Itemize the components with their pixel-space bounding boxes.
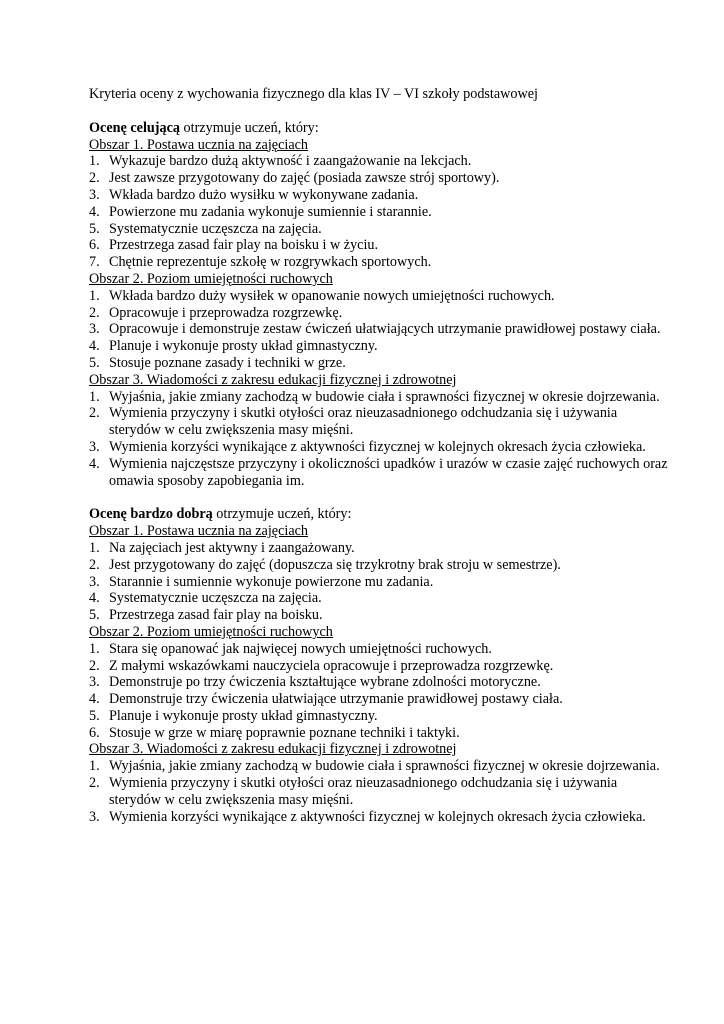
list-item <box>89 641 669 658</box>
item-number: 1. <box>89 758 100 775</box>
item-text: Demonstruje trzy ćwiczenia ułatwiające utrzymanie prawidłowej postawy ciała. <box>109 691 563 708</box>
item-text: Wymienia korzyści wynikające z aktywności fizycznej w kolejnych okresach życia człowieka. <box>109 438 646 455</box>
document-page <box>89 86 669 825</box>
list-item <box>89 221 669 238</box>
list-item <box>89 725 669 742</box>
criteria-list <box>89 389 669 490</box>
item-text: Wkłada bardzo dużo wysiłku w wykonywane zadania. <box>109 186 419 203</box>
list-item <box>89 187 669 204</box>
item-number: 1. <box>89 539 100 556</box>
list-item <box>89 809 669 826</box>
item-text: Stara się opanować jak najwięcej nowych umiejętności ruchowych. <box>109 640 492 657</box>
criteria-list <box>89 641 669 742</box>
grade-heading <box>89 120 669 137</box>
item-number: 5. <box>89 354 100 371</box>
item-text: Jest zawsze przygotowany do zajęć (posiada zawsze strój sportowy). <box>109 170 500 187</box>
list-item <box>89 288 669 305</box>
list-item <box>89 405 669 439</box>
item-number: 2. <box>89 304 100 321</box>
list-item <box>89 540 669 557</box>
item-number: 4. <box>89 338 100 355</box>
list-item <box>89 574 669 591</box>
list-item <box>89 557 669 574</box>
item-text: Powierzone mu zadania wykonuje sumiennie i starannie. <box>109 203 432 220</box>
list-item <box>89 170 669 187</box>
list-item <box>89 204 669 221</box>
item-number: 4. <box>89 455 100 472</box>
area-heading: Obszar 1. Postawa ucznia na zajęciach <box>89 136 309 153</box>
item-text: Jest przygotowany do zajęć (dopuszcza się trzykrotny brak stroju w semestrze). <box>109 556 561 573</box>
grade-intro: otrzymuje uczeń, który: <box>180 119 319 136</box>
list-item <box>89 254 669 271</box>
list-item <box>89 305 669 322</box>
item-number: 5. <box>89 220 100 237</box>
area-heading: Obszar 1. Postawa ucznia na zajęciach <box>89 523 309 540</box>
item-text: Wyjaśnia, jakie zmiany zachodzą w budowie ciała i sprawności fizycznej w okresie dojrzewania. <box>109 388 660 405</box>
item-text: Wykazuje bardzo dużą aktywność i zaangażowanie na lekcjach. <box>109 153 472 170</box>
list-item <box>89 153 669 170</box>
item-text: Starannie i sumiennie wykonuje powierzone mu zadania. <box>109 573 434 590</box>
criteria-list <box>89 540 669 624</box>
item-text: Wymienia korzyści wynikające z aktywności fizycznej w kolejnych okresach życia człowieka. <box>109 808 646 825</box>
item-text: Chętnie reprezentuje szkołę w rozgrywkach sportowych. <box>109 254 432 271</box>
item-number: 3. <box>89 321 100 338</box>
item-number: 3. <box>89 186 100 203</box>
item-number: 5. <box>89 707 100 724</box>
list-item <box>89 708 669 725</box>
item-text: Na zajęciach jest aktywny i zaangażowany. <box>109 539 355 556</box>
item-text: Wyjaśnia, jakie zmiany zachodzą w budowie ciała i sprawności fizycznej w okresie dojrzewania. <box>109 758 660 775</box>
list-item <box>89 338 669 355</box>
item-number: 2. <box>89 170 100 187</box>
list-item <box>89 691 669 708</box>
grade-name: Ocenę bardzo dobrą <box>89 506 213 523</box>
item-number: 1. <box>89 287 100 304</box>
item-number: 3. <box>89 674 100 691</box>
list-item <box>89 456 669 490</box>
list-item <box>89 237 669 254</box>
item-text: Opracowuje i demonstruje zestaw ćwiczeń ułatwiających utrzymanie prawidłowej postawy ciała. <box>109 321 661 338</box>
item-number: 6. <box>89 724 100 741</box>
item-text: Wymienia najczęstsze przyczyny i okoliczności upadków i urazów w czasie zajęć ruchowych oraz omawia sposoby zapobiegania im. <box>109 455 668 489</box>
list-item <box>89 758 669 775</box>
list-item <box>89 658 669 675</box>
list-item <box>89 674 669 691</box>
item-number: 1. <box>89 388 100 405</box>
item-number: 3. <box>89 573 100 590</box>
item-text: Wymienia przyczyny i skutki otyłości oraz nieuzasadnionego odchudzania się i używania sterydów w celu zwiększenia masy mięśni. <box>109 775 618 808</box>
list-item <box>89 355 669 372</box>
item-text: Planuje i wykonuje prosty układ gimnastyczny. <box>109 338 378 355</box>
item-text: Systematycznie uczęszcza na zajęcia. <box>109 220 322 237</box>
item-text: Stosuje w grze w miarę poprawnie poznane techniki i taktyki. <box>109 724 460 741</box>
item-number: 2. <box>89 657 100 674</box>
area-heading: Obszar 3. Wiadomości z zakresu edukacji fizycznej i zdrowotnej <box>89 371 457 388</box>
item-number: 5. <box>89 607 100 624</box>
item-number: 7. <box>89 254 100 271</box>
criteria-list <box>89 288 669 372</box>
criteria-list <box>89 758 669 825</box>
item-number: 2. <box>89 405 100 422</box>
item-number: 1. <box>89 640 100 657</box>
criteria-sections <box>89 120 669 826</box>
item-number: 1. <box>89 153 100 170</box>
item-number: 4. <box>89 590 100 607</box>
item-number: 4. <box>89 203 100 220</box>
list-item <box>89 389 669 406</box>
list-item <box>89 607 669 624</box>
item-text: Systematycznie uczęszcza na zajęcia. <box>109 590 322 607</box>
grade-section <box>89 489 669 825</box>
item-text: Stosuje poznane zasady i techniki w grze. <box>109 354 346 371</box>
list-item <box>89 439 669 456</box>
list-item <box>89 775 669 809</box>
item-number: 4. <box>89 691 100 708</box>
grade-section <box>89 120 669 490</box>
item-text: Opracowuje i przeprowadza rozgrzewkę. <box>109 304 343 321</box>
item-number: 3. <box>89 808 100 825</box>
item-text: Planuje i wykonuje prosty układ gimnastyczny. <box>109 707 378 724</box>
item-text: Wkłada bardzo duży wysiłek w opanowanie nowych umiejętności ruchowych. <box>109 287 555 304</box>
item-text: Przestrzega zasad fair play na boisku. <box>109 607 323 624</box>
area-heading: Obszar 2. Poziom umiejętności ruchowych <box>89 270 333 287</box>
area-heading: Obszar 2. Poziom umiejętności ruchowych <box>89 623 333 640</box>
item-text: Z małymi wskazówkami nauczyciela opracowuje i przeprowadza rozgrzewkę. <box>109 657 554 674</box>
grade-name: Ocenę celującą <box>89 119 180 136</box>
criteria-list <box>89 153 669 271</box>
section-spacer <box>89 489 669 506</box>
item-text: Demonstruje po trzy ćwiczenia kształtujące wybrane zdolności motoryczne. <box>109 674 541 691</box>
area-heading: Obszar 3. Wiadomości z zakresu edukacji fizycznej i zdrowotnej <box>89 741 457 758</box>
item-number: 2. <box>89 556 100 573</box>
item-number: 6. <box>89 237 100 254</box>
item-number: 2. <box>89 775 100 792</box>
list-item <box>89 590 669 607</box>
list-item <box>89 321 669 338</box>
item-text: Wymienia przyczyny i skutki otyłości oraz nieuzasadnionego odchudzania się i używania sterydów w celu zwiększenia masy mięśni. <box>109 405 618 439</box>
grade-heading <box>89 506 669 523</box>
document-title: Kryteria oceny z wychowania fizycznego dla klas IV – VI szkoły podstawowej <box>89 86 538 102</box>
item-number: 3. <box>89 438 100 455</box>
grade-intro: otrzymuje uczeń, który: <box>212 506 352 523</box>
item-text: Przestrzega zasad fair play na boisku i w życiu. <box>109 237 379 254</box>
